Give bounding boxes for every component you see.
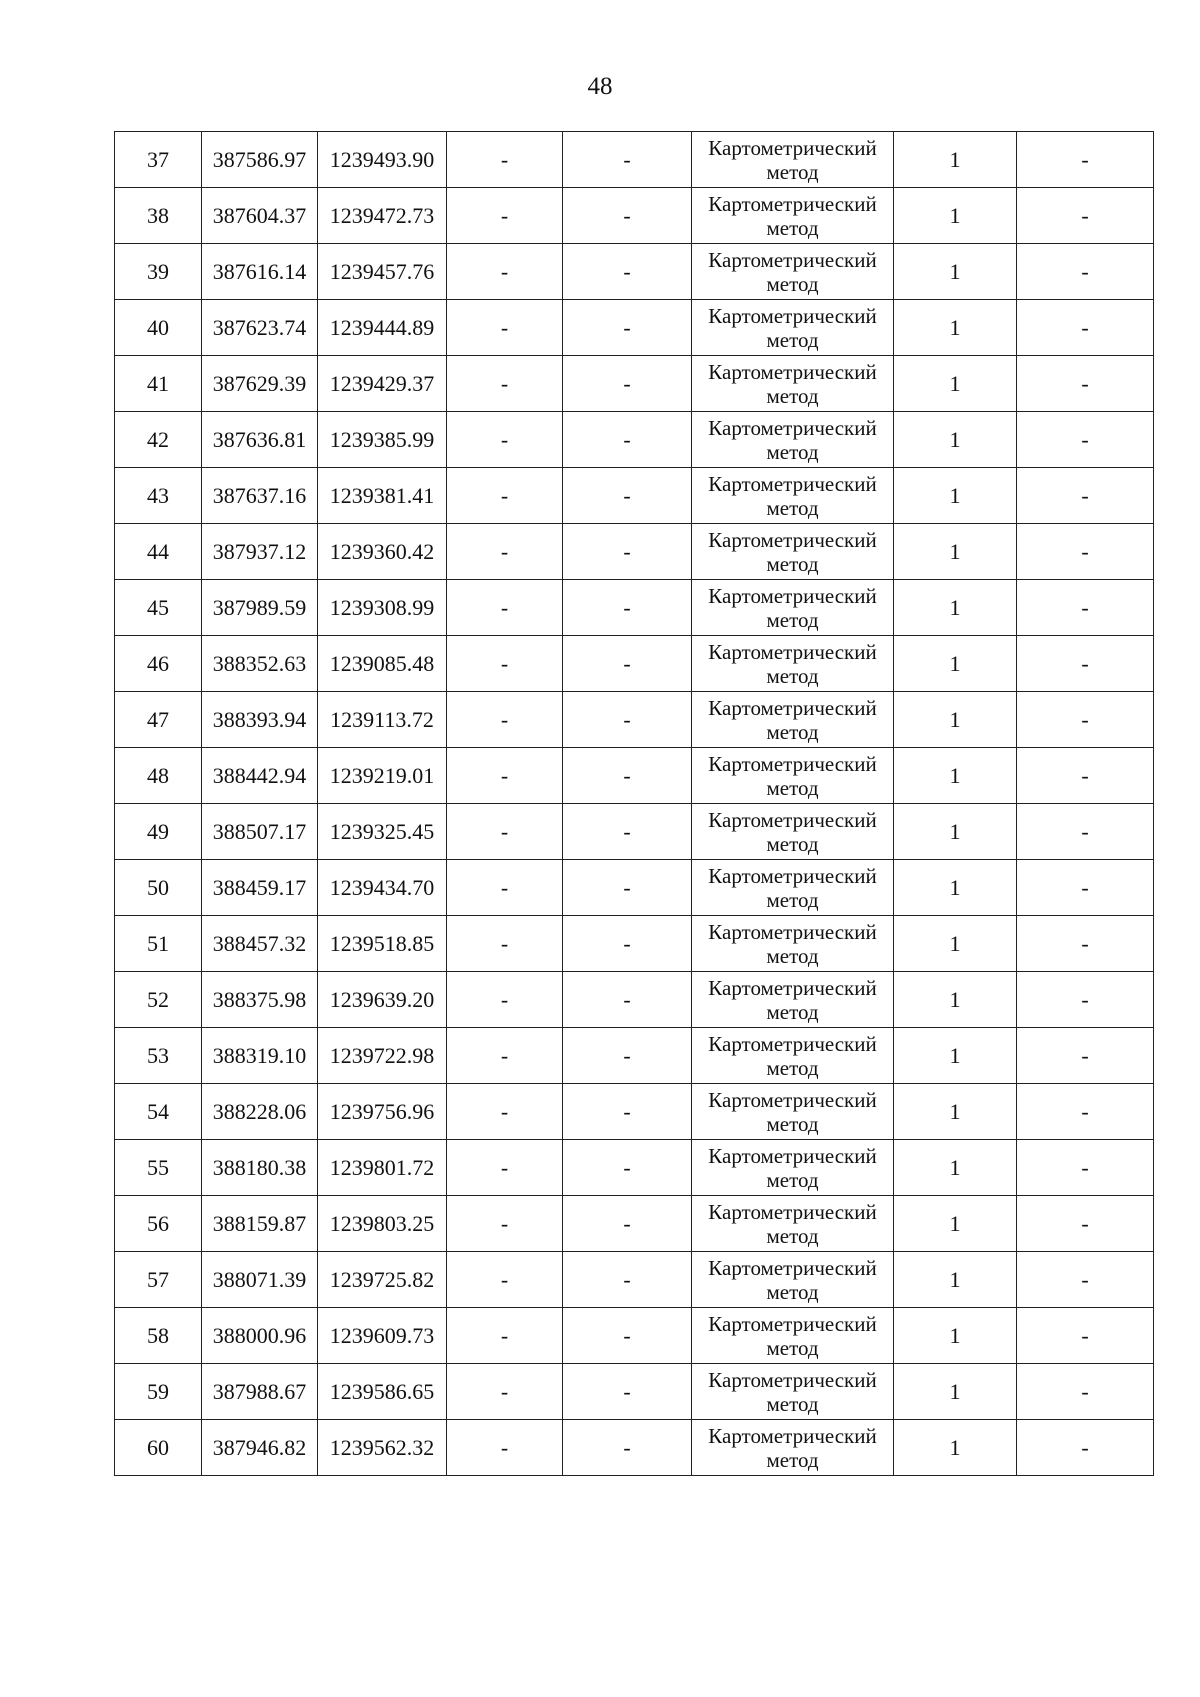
method-cell	[692, 412, 894, 468]
table-row	[115, 916, 1154, 972]
point-number-cell: 43	[115, 468, 202, 524]
accuracy-cell: 1	[894, 132, 1017, 188]
method-line-1: Картометрический	[708, 191, 877, 216]
coordinate-x-cell: 388442.94	[202, 748, 318, 804]
coordinate-x-cell: 388352.63	[202, 636, 318, 692]
method-cell	[692, 636, 894, 692]
point-number-cell: 52	[115, 972, 202, 1028]
coordinate-x-cell: 388180.38	[202, 1140, 318, 1196]
point-number-cell: 46	[115, 636, 202, 692]
dash-cell: -	[1017, 804, 1154, 860]
dash-cell: -	[563, 1084, 692, 1140]
point-number-cell: 48	[115, 748, 202, 804]
coordinate-x-cell: 388319.10	[202, 1028, 318, 1084]
table-row	[115, 748, 1154, 804]
dash-cell: -	[1017, 748, 1154, 804]
accuracy-cell: 1	[894, 1028, 1017, 1084]
dash-cell: -	[1017, 468, 1154, 524]
method-cell	[692, 1028, 894, 1084]
coordinate-x-cell: 387636.81	[202, 412, 318, 468]
method-line-2: метод	[766, 327, 819, 352]
point-number-cell: 60	[115, 1420, 202, 1476]
coordinate-x-cell: 387586.97	[202, 132, 318, 188]
dash-cell: -	[563, 972, 692, 1028]
dash-cell: -	[1017, 300, 1154, 356]
method-line-2: метод	[766, 439, 819, 464]
method-line-2: метод	[766, 1111, 819, 1136]
coordinate-x-cell: 388159.87	[202, 1196, 318, 1252]
accuracy-cell: 1	[894, 748, 1017, 804]
dash-cell: -	[447, 692, 563, 748]
coordinate-y-cell: 1239493.90	[318, 132, 447, 188]
table-row	[115, 188, 1154, 244]
method-line-2: метод	[766, 1223, 819, 1248]
dash-cell: -	[447, 1196, 563, 1252]
table-row	[115, 1084, 1154, 1140]
dash-cell: -	[447, 1308, 563, 1364]
method-line-1: Картометрический	[708, 751, 877, 776]
dash-cell: -	[447, 1420, 563, 1476]
dash-cell: -	[563, 300, 692, 356]
point-number-cell: 49	[115, 804, 202, 860]
method-line-1: Картометрический	[708, 1143, 877, 1168]
dash-cell: -	[1017, 1028, 1154, 1084]
accuracy-cell: 1	[894, 244, 1017, 300]
accuracy-cell: 1	[894, 1084, 1017, 1140]
dash-cell: -	[447, 860, 563, 916]
coordinate-y-cell: 1239756.96	[318, 1084, 447, 1140]
method-line-1: Картометрический	[708, 1199, 877, 1224]
dash-cell: -	[1017, 1196, 1154, 1252]
dash-cell: -	[447, 356, 563, 412]
point-number-cell: 45	[115, 580, 202, 636]
coordinate-y-cell: 1239325.45	[318, 804, 447, 860]
coordinate-y-cell: 1239360.42	[318, 524, 447, 580]
point-number-cell: 41	[115, 356, 202, 412]
method-line-2: метод	[766, 999, 819, 1024]
coordinate-x-cell: 387623.74	[202, 300, 318, 356]
method-line-1: Картометрический	[708, 583, 877, 608]
table-row	[115, 1308, 1154, 1364]
dash-cell: -	[1017, 580, 1154, 636]
coordinate-x-cell: 387637.16	[202, 468, 318, 524]
method-line-1: Картометрический	[708, 1255, 877, 1280]
method-line-2: метод	[766, 1167, 819, 1192]
accuracy-cell: 1	[894, 972, 1017, 1028]
dash-cell: -	[447, 1252, 563, 1308]
accuracy-cell: 1	[894, 468, 1017, 524]
accuracy-cell: 1	[894, 1252, 1017, 1308]
coordinate-x-cell: 388457.32	[202, 916, 318, 972]
dash-cell: -	[563, 524, 692, 580]
coordinate-x-cell: 387988.67	[202, 1364, 318, 1420]
method-line-1: Картометрический	[708, 415, 877, 440]
dash-cell: -	[1017, 244, 1154, 300]
dash-cell: -	[1017, 972, 1154, 1028]
coordinate-y-cell: 1239381.41	[318, 468, 447, 524]
table-row	[115, 1028, 1154, 1084]
method-cell	[692, 916, 894, 972]
accuracy-cell: 1	[894, 188, 1017, 244]
method-line-1: Картометрический	[708, 807, 877, 832]
method-line-2: метод	[766, 943, 819, 968]
accuracy-cell: 1	[894, 1364, 1017, 1420]
dash-cell: -	[1017, 1308, 1154, 1364]
dash-cell: -	[447, 972, 563, 1028]
method-line-2: метод	[766, 1391, 819, 1416]
dash-cell: -	[563, 916, 692, 972]
method-line-1: Картометрический	[708, 527, 877, 552]
coordinate-x-cell: 387989.59	[202, 580, 318, 636]
method-line-2: метод	[766, 383, 819, 408]
table-row	[115, 412, 1154, 468]
method-line-2: метод	[766, 159, 819, 184]
method-cell	[692, 468, 894, 524]
method-line-1: Картометрический	[708, 1423, 877, 1448]
method-line-2: метод	[766, 1279, 819, 1304]
dash-cell: -	[1017, 132, 1154, 188]
method-line-1: Картометрический	[708, 975, 877, 1000]
method-line-1: Картометрический	[708, 1311, 877, 1336]
method-line-1: Картометрический	[708, 639, 877, 664]
coordinate-y-cell: 1239219.01	[318, 748, 447, 804]
dash-cell: -	[447, 916, 563, 972]
coordinate-y-cell: 1239803.25	[318, 1196, 447, 1252]
dash-cell: -	[447, 1028, 563, 1084]
coordinate-y-cell: 1239562.32	[318, 1420, 447, 1476]
accuracy-cell: 1	[894, 524, 1017, 580]
coordinate-y-cell: 1239586.65	[318, 1364, 447, 1420]
point-number-cell: 56	[115, 1196, 202, 1252]
coordinate-y-cell: 1239429.37	[318, 356, 447, 412]
accuracy-cell: 1	[894, 1308, 1017, 1364]
dash-cell: -	[447, 1140, 563, 1196]
dash-cell: -	[447, 1084, 563, 1140]
dash-cell: -	[563, 1140, 692, 1196]
dash-cell: -	[447, 188, 563, 244]
coordinate-y-cell: 1239434.70	[318, 860, 447, 916]
dash-cell: -	[447, 132, 563, 188]
point-number-cell: 50	[115, 860, 202, 916]
coordinate-x-cell: 387946.82	[202, 1420, 318, 1476]
dash-cell: -	[1017, 636, 1154, 692]
method-cell	[692, 580, 894, 636]
dash-cell: -	[1017, 1364, 1154, 1420]
method-line-1: Картометрический	[708, 359, 877, 384]
accuracy-cell: 1	[894, 1420, 1017, 1476]
point-number-cell: 47	[115, 692, 202, 748]
dash-cell: -	[447, 524, 563, 580]
method-cell	[692, 188, 894, 244]
point-number-cell: 37	[115, 132, 202, 188]
dash-cell: -	[563, 132, 692, 188]
table-row	[115, 1364, 1154, 1420]
method-cell	[692, 132, 894, 188]
dash-cell: -	[563, 1364, 692, 1420]
dash-cell: -	[563, 1420, 692, 1476]
dash-cell: -	[1017, 860, 1154, 916]
point-number-cell: 53	[115, 1028, 202, 1084]
dash-cell: -	[447, 300, 563, 356]
dash-cell: -	[1017, 1084, 1154, 1140]
method-cell	[692, 804, 894, 860]
dash-cell: -	[1017, 916, 1154, 972]
dash-cell: -	[563, 692, 692, 748]
table-row	[115, 524, 1154, 580]
method-cell	[692, 1364, 894, 1420]
coordinate-y-cell: 1239722.98	[318, 1028, 447, 1084]
dash-cell: -	[563, 860, 692, 916]
dash-cell: -	[447, 804, 563, 860]
dash-cell: -	[447, 412, 563, 468]
coordinate-x-cell: 387629.39	[202, 356, 318, 412]
method-cell	[692, 356, 894, 412]
table-row	[115, 1252, 1154, 1308]
dash-cell: -	[1017, 1252, 1154, 1308]
dash-cell: -	[563, 1308, 692, 1364]
point-number-cell: 38	[115, 188, 202, 244]
dash-cell: -	[563, 748, 692, 804]
dash-cell: -	[563, 1252, 692, 1308]
coordinate-x-cell: 388228.06	[202, 1084, 318, 1140]
method-cell	[692, 1140, 894, 1196]
method-line-2: метод	[766, 663, 819, 688]
table-row	[115, 860, 1154, 916]
point-number-cell: 44	[115, 524, 202, 580]
accuracy-cell: 1	[894, 412, 1017, 468]
dash-cell: -	[563, 1196, 692, 1252]
accuracy-cell: 1	[894, 1140, 1017, 1196]
table-row	[115, 1196, 1154, 1252]
method-line-2: метод	[766, 495, 819, 520]
table-row	[115, 692, 1154, 748]
dash-cell: -	[563, 1028, 692, 1084]
point-number-cell: 42	[115, 412, 202, 468]
method-line-2: метод	[766, 607, 819, 632]
dash-cell: -	[447, 1364, 563, 1420]
method-cell	[692, 972, 894, 1028]
coordinates-table	[114, 131, 1154, 1476]
method-line-1: Картометрический	[708, 1367, 877, 1392]
coordinate-y-cell: 1239518.85	[318, 916, 447, 972]
table-row	[115, 972, 1154, 1028]
coordinate-y-cell: 1239725.82	[318, 1252, 447, 1308]
coordinate-y-cell: 1239472.73	[318, 188, 447, 244]
point-number-cell: 57	[115, 1252, 202, 1308]
dash-cell: -	[1017, 692, 1154, 748]
method-cell	[692, 692, 894, 748]
method-line-2: метод	[766, 271, 819, 296]
method-line-1: Картометрический	[708, 863, 877, 888]
dash-cell: -	[447, 244, 563, 300]
dash-cell: -	[563, 244, 692, 300]
accuracy-cell: 1	[894, 636, 1017, 692]
dash-cell: -	[563, 804, 692, 860]
coordinate-y-cell: 1239385.99	[318, 412, 447, 468]
table-row	[115, 580, 1154, 636]
dash-cell: -	[1017, 412, 1154, 468]
method-cell	[692, 860, 894, 916]
dash-cell: -	[563, 356, 692, 412]
method-line-1: Картометрический	[708, 1087, 877, 1112]
table-row	[115, 244, 1154, 300]
method-line-1: Картометрический	[708, 695, 877, 720]
coordinate-x-cell: 388393.94	[202, 692, 318, 748]
accuracy-cell: 1	[894, 860, 1017, 916]
method-line-2: метод	[766, 1335, 819, 1360]
method-line-1: Картометрический	[708, 303, 877, 328]
accuracy-cell: 1	[894, 692, 1017, 748]
accuracy-cell: 1	[894, 580, 1017, 636]
method-line-1: Картометрический	[708, 471, 877, 496]
dash-cell: -	[1017, 524, 1154, 580]
method-cell	[692, 1252, 894, 1308]
method-cell	[692, 524, 894, 580]
table-row	[115, 356, 1154, 412]
coordinate-x-cell: 387616.14	[202, 244, 318, 300]
table-row	[115, 1140, 1154, 1196]
coordinate-y-cell: 1239609.73	[318, 1308, 447, 1364]
dash-cell: -	[1017, 188, 1154, 244]
page-number: 48	[587, 73, 613, 100]
method-line-2: метод	[766, 775, 819, 800]
method-cell	[692, 300, 894, 356]
dash-cell: -	[563, 188, 692, 244]
method-cell	[692, 1196, 894, 1252]
coordinate-x-cell: 387937.12	[202, 524, 318, 580]
point-number-cell: 51	[115, 916, 202, 972]
accuracy-cell: 1	[894, 300, 1017, 356]
dash-cell: -	[563, 412, 692, 468]
method-line-1: Картометрический	[708, 247, 877, 272]
method-line-1: Картометрический	[708, 1031, 877, 1056]
coordinate-x-cell: 388071.39	[202, 1252, 318, 1308]
point-number-cell: 54	[115, 1084, 202, 1140]
coordinate-x-cell: 388507.17	[202, 804, 318, 860]
coordinate-x-cell: 388000.96	[202, 1308, 318, 1364]
point-number-cell: 55	[115, 1140, 202, 1196]
point-number-cell: 40	[115, 300, 202, 356]
method-line-2: метод	[766, 1055, 819, 1080]
dash-cell: -	[1017, 356, 1154, 412]
accuracy-cell: 1	[894, 916, 1017, 972]
method-cell	[692, 1084, 894, 1140]
method-line-2: метод	[766, 719, 819, 744]
dash-cell: -	[447, 580, 563, 636]
dash-cell: -	[1017, 1420, 1154, 1476]
dash-cell: -	[1017, 1140, 1154, 1196]
dash-cell: -	[447, 636, 563, 692]
method-line-2: метод	[766, 215, 819, 240]
coordinate-x-cell: 388459.17	[202, 860, 318, 916]
method-line-2: метод	[766, 887, 819, 912]
point-number-cell: 58	[115, 1308, 202, 1364]
method-line-2: метод	[766, 1447, 819, 1472]
table-row	[115, 132, 1154, 188]
coordinate-y-cell: 1239308.99	[318, 580, 447, 636]
dash-cell: -	[447, 748, 563, 804]
method-cell	[692, 748, 894, 804]
coordinate-y-cell: 1239639.20	[318, 972, 447, 1028]
table-row	[115, 468, 1154, 524]
method-cell	[692, 1308, 894, 1364]
coordinates-table-body	[115, 132, 1154, 1476]
dash-cell: -	[563, 636, 692, 692]
method-cell	[692, 1420, 894, 1476]
coordinate-y-cell: 1239085.48	[318, 636, 447, 692]
table-row	[115, 636, 1154, 692]
accuracy-cell: 1	[894, 1196, 1017, 1252]
method-line-2: метод	[766, 551, 819, 576]
coordinate-y-cell: 1239457.76	[318, 244, 447, 300]
point-number-cell: 39	[115, 244, 202, 300]
dash-cell: -	[563, 468, 692, 524]
accuracy-cell: 1	[894, 356, 1017, 412]
point-number-cell: 59	[115, 1364, 202, 1420]
dash-cell: -	[447, 468, 563, 524]
accuracy-cell: 1	[894, 804, 1017, 860]
dash-cell: -	[563, 580, 692, 636]
table-row	[115, 1420, 1154, 1476]
method-cell	[692, 244, 894, 300]
coordinate-y-cell: 1239801.72	[318, 1140, 447, 1196]
method-line-2: метод	[766, 831, 819, 856]
method-line-1: Картометрический	[708, 919, 877, 944]
table-row	[115, 804, 1154, 860]
coordinate-y-cell: 1239113.72	[318, 692, 447, 748]
coordinate-x-cell: 388375.98	[202, 972, 318, 1028]
coordinate-y-cell: 1239444.89	[318, 300, 447, 356]
method-line-1: Картометрический	[708, 135, 877, 160]
coordinate-x-cell: 387604.37	[202, 188, 318, 244]
table-row	[115, 300, 1154, 356]
